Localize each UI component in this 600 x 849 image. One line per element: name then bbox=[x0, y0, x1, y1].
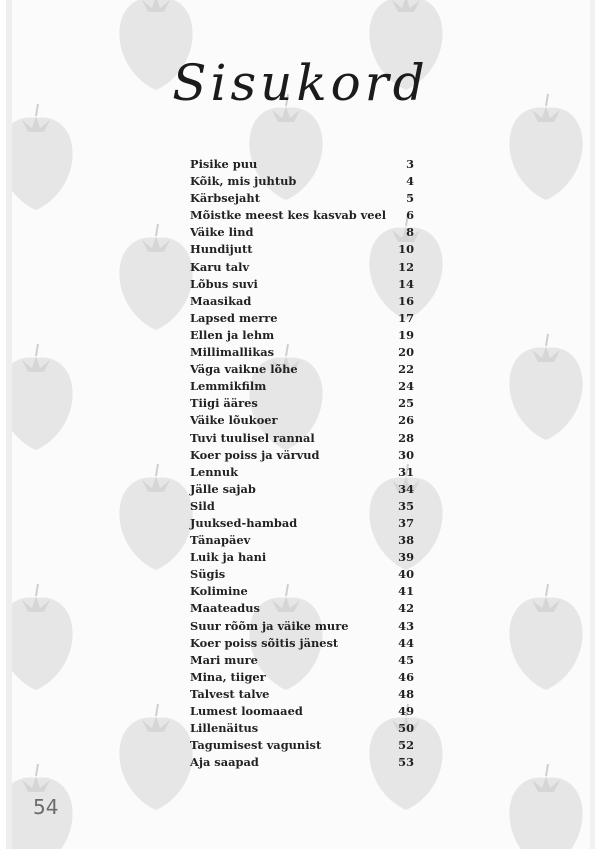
toc-entry-title: Lillenäitus bbox=[190, 721, 259, 736]
toc-entry-page: 19 bbox=[398, 327, 414, 342]
toc-entry-title: Maateadus bbox=[190, 601, 260, 616]
toc-entry bbox=[190, 293, 414, 310]
toc-entry bbox=[190, 566, 414, 583]
toc-entry bbox=[190, 703, 414, 720]
toc-entry bbox=[190, 190, 414, 207]
toc-entry bbox=[190, 310, 414, 327]
toc-entry-page: 17 bbox=[398, 310, 414, 325]
toc-entry bbox=[190, 583, 414, 600]
toc-entry-page: 39 bbox=[398, 550, 414, 565]
toc-entry-title: Lõbus suvi bbox=[190, 276, 258, 291]
toc-entry bbox=[190, 635, 414, 652]
toc-entry bbox=[190, 686, 414, 703]
toc-entry-title: Lapsed merre bbox=[190, 310, 278, 325]
toc-entry-page: 46 bbox=[398, 669, 414, 684]
strawberry-icon bbox=[6, 344, 73, 450]
toc-entry-page: 3 bbox=[406, 157, 414, 171]
toc-entry-title: Tiigi ääres bbox=[190, 396, 258, 411]
toc-entry-title: Väga vaikne lõhe bbox=[190, 362, 298, 377]
table-of-contents bbox=[190, 156, 414, 771]
toc-entry bbox=[190, 378, 414, 395]
toc-entry-page: 26 bbox=[398, 413, 414, 428]
page-title: Sisukord bbox=[172, 54, 429, 112]
toc-entry bbox=[190, 241, 414, 258]
toc-entry bbox=[190, 259, 414, 276]
toc-entry bbox=[190, 618, 414, 635]
toc-entry bbox=[190, 447, 414, 464]
toc-entry-page: 34 bbox=[398, 481, 414, 496]
toc-entry bbox=[190, 549, 414, 566]
toc-entry-page: 8 bbox=[406, 225, 414, 240]
toc-entry-page: 28 bbox=[398, 430, 414, 445]
toc-entry-page: 4 bbox=[406, 174, 414, 189]
toc-entry-page: 10 bbox=[398, 242, 414, 257]
toc-entry-title: Lennuk bbox=[190, 464, 238, 479]
toc-entry bbox=[190, 737, 414, 754]
toc-entry bbox=[190, 412, 414, 429]
toc-entry-title: Tagumisest vagunist bbox=[190, 738, 322, 753]
toc-entry-page: 35 bbox=[398, 498, 414, 513]
toc-entry-title: Talvest talve bbox=[190, 686, 270, 701]
toc-entry bbox=[190, 515, 414, 532]
strawberry-icon bbox=[119, 224, 192, 330]
toc-entry-title: Hundijutt bbox=[190, 242, 253, 257]
page-edge-left bbox=[6, 0, 12, 849]
page-edge-right bbox=[590, 0, 595, 849]
toc-entry-title: Tuvi tuulisel rannal bbox=[190, 430, 315, 445]
toc-entry-page: 31 bbox=[398, 464, 414, 479]
toc-entry-page: 22 bbox=[398, 362, 414, 377]
toc-entry bbox=[190, 754, 414, 771]
toc-entry bbox=[190, 669, 414, 686]
toc-entry-page: 52 bbox=[398, 738, 414, 753]
toc-entry-page: 49 bbox=[398, 704, 414, 718]
toc-entry-page: 38 bbox=[398, 533, 414, 548]
toc-entry-title: Koer poiss ja värvud bbox=[190, 447, 320, 462]
strawberry-icon bbox=[119, 464, 192, 570]
toc-entry bbox=[190, 344, 414, 361]
toc-entry-page: 25 bbox=[398, 396, 414, 411]
toc-entry bbox=[190, 481, 414, 498]
toc-entry-title: Mõistke meest kes kasvab veel bbox=[190, 208, 387, 223]
toc-entry-page: 41 bbox=[398, 584, 414, 599]
toc-entry-title: Väike lõukoer bbox=[190, 413, 278, 428]
strawberry-icon bbox=[6, 104, 73, 210]
toc-entry bbox=[190, 498, 414, 515]
toc-entry-page: 48 bbox=[398, 686, 414, 701]
toc-entry-title: Suur rõõm ja väike mure bbox=[190, 618, 349, 633]
toc-entry-title: Jälle sajab bbox=[190, 481, 256, 496]
strawberry-icon bbox=[509, 94, 582, 200]
toc-entry bbox=[190, 276, 414, 293]
toc-entry-title: Mari mure bbox=[190, 652, 258, 667]
toc-entry bbox=[190, 464, 414, 481]
toc-entry bbox=[190, 532, 414, 549]
toc-entry-page: 40 bbox=[398, 567, 414, 582]
toc-entry-title: Kõik, mis juhtub bbox=[190, 174, 297, 189]
toc-entry-title: Sild bbox=[190, 498, 215, 513]
toc-entry bbox=[190, 361, 414, 378]
toc-entry-title: Väike lind bbox=[190, 225, 254, 240]
toc-entry-page: 37 bbox=[398, 515, 414, 530]
toc-entry-title: Kolimine bbox=[190, 584, 248, 599]
toc-entry-page: 45 bbox=[398, 652, 414, 667]
toc-entry-page: 24 bbox=[398, 379, 414, 394]
toc-entry-title: Sügis bbox=[190, 567, 226, 582]
toc-entry bbox=[190, 430, 414, 447]
toc-entry-title: Pisike puu bbox=[190, 157, 258, 171]
toc-entry bbox=[190, 720, 414, 737]
strawberry-icon bbox=[509, 764, 582, 849]
toc-entry bbox=[190, 600, 414, 617]
toc-entry-page: 12 bbox=[398, 259, 414, 274]
toc-entry-title: Kärbsejaht bbox=[190, 191, 260, 206]
toc-entry-title: Lumest loomaaed bbox=[190, 704, 303, 718]
toc-entry-page: 14 bbox=[398, 276, 414, 291]
toc-entry-page: 50 bbox=[398, 721, 414, 736]
toc-entry bbox=[190, 327, 414, 344]
toc-entry-title: Millimallikas bbox=[190, 345, 275, 360]
toc-entry bbox=[190, 207, 414, 224]
strawberry-icon bbox=[509, 334, 582, 440]
toc-entry-page: 6 bbox=[406, 208, 414, 223]
toc-entry-title: Maasikad bbox=[190, 293, 252, 308]
toc-entry-page: 5 bbox=[406, 191, 414, 206]
toc-entry bbox=[190, 224, 414, 241]
toc-entry bbox=[190, 173, 414, 190]
toc-entry-title: Mina, tiiger bbox=[190, 669, 266, 684]
strawberry-icon bbox=[509, 584, 582, 690]
toc-entry-page: 20 bbox=[398, 345, 414, 360]
toc-entry-title: Tänapäev bbox=[190, 533, 251, 548]
toc-entry-page: 43 bbox=[398, 618, 414, 633]
toc-entry bbox=[190, 156, 414, 173]
book-page bbox=[6, 0, 595, 849]
toc-entry-title: Luik ja hani bbox=[190, 550, 267, 565]
toc-entry-title: Aja saapad bbox=[190, 755, 259, 770]
toc-entry-title: Karu talv bbox=[190, 259, 250, 274]
toc-entry-title: Koer poiss sõitis jänest bbox=[190, 635, 339, 650]
strawberry-icon bbox=[119, 704, 192, 810]
toc-entry bbox=[190, 652, 414, 669]
toc-entry-page: 16 bbox=[398, 293, 414, 308]
toc-entry-page: 30 bbox=[398, 447, 414, 462]
toc-entry bbox=[190, 395, 414, 412]
toc-entry-page: 44 bbox=[398, 635, 414, 650]
toc-entry-page: 53 bbox=[398, 755, 414, 770]
strawberry-icon bbox=[6, 584, 73, 690]
toc-entry-title: Ellen ja lehm bbox=[190, 327, 275, 342]
toc-entry-title: Juuksed-hambad bbox=[190, 515, 298, 530]
toc-entry-title: Lemmikfilm bbox=[190, 379, 267, 394]
page-number: 54 bbox=[33, 795, 59, 819]
toc-entry-page: 42 bbox=[398, 601, 414, 616]
